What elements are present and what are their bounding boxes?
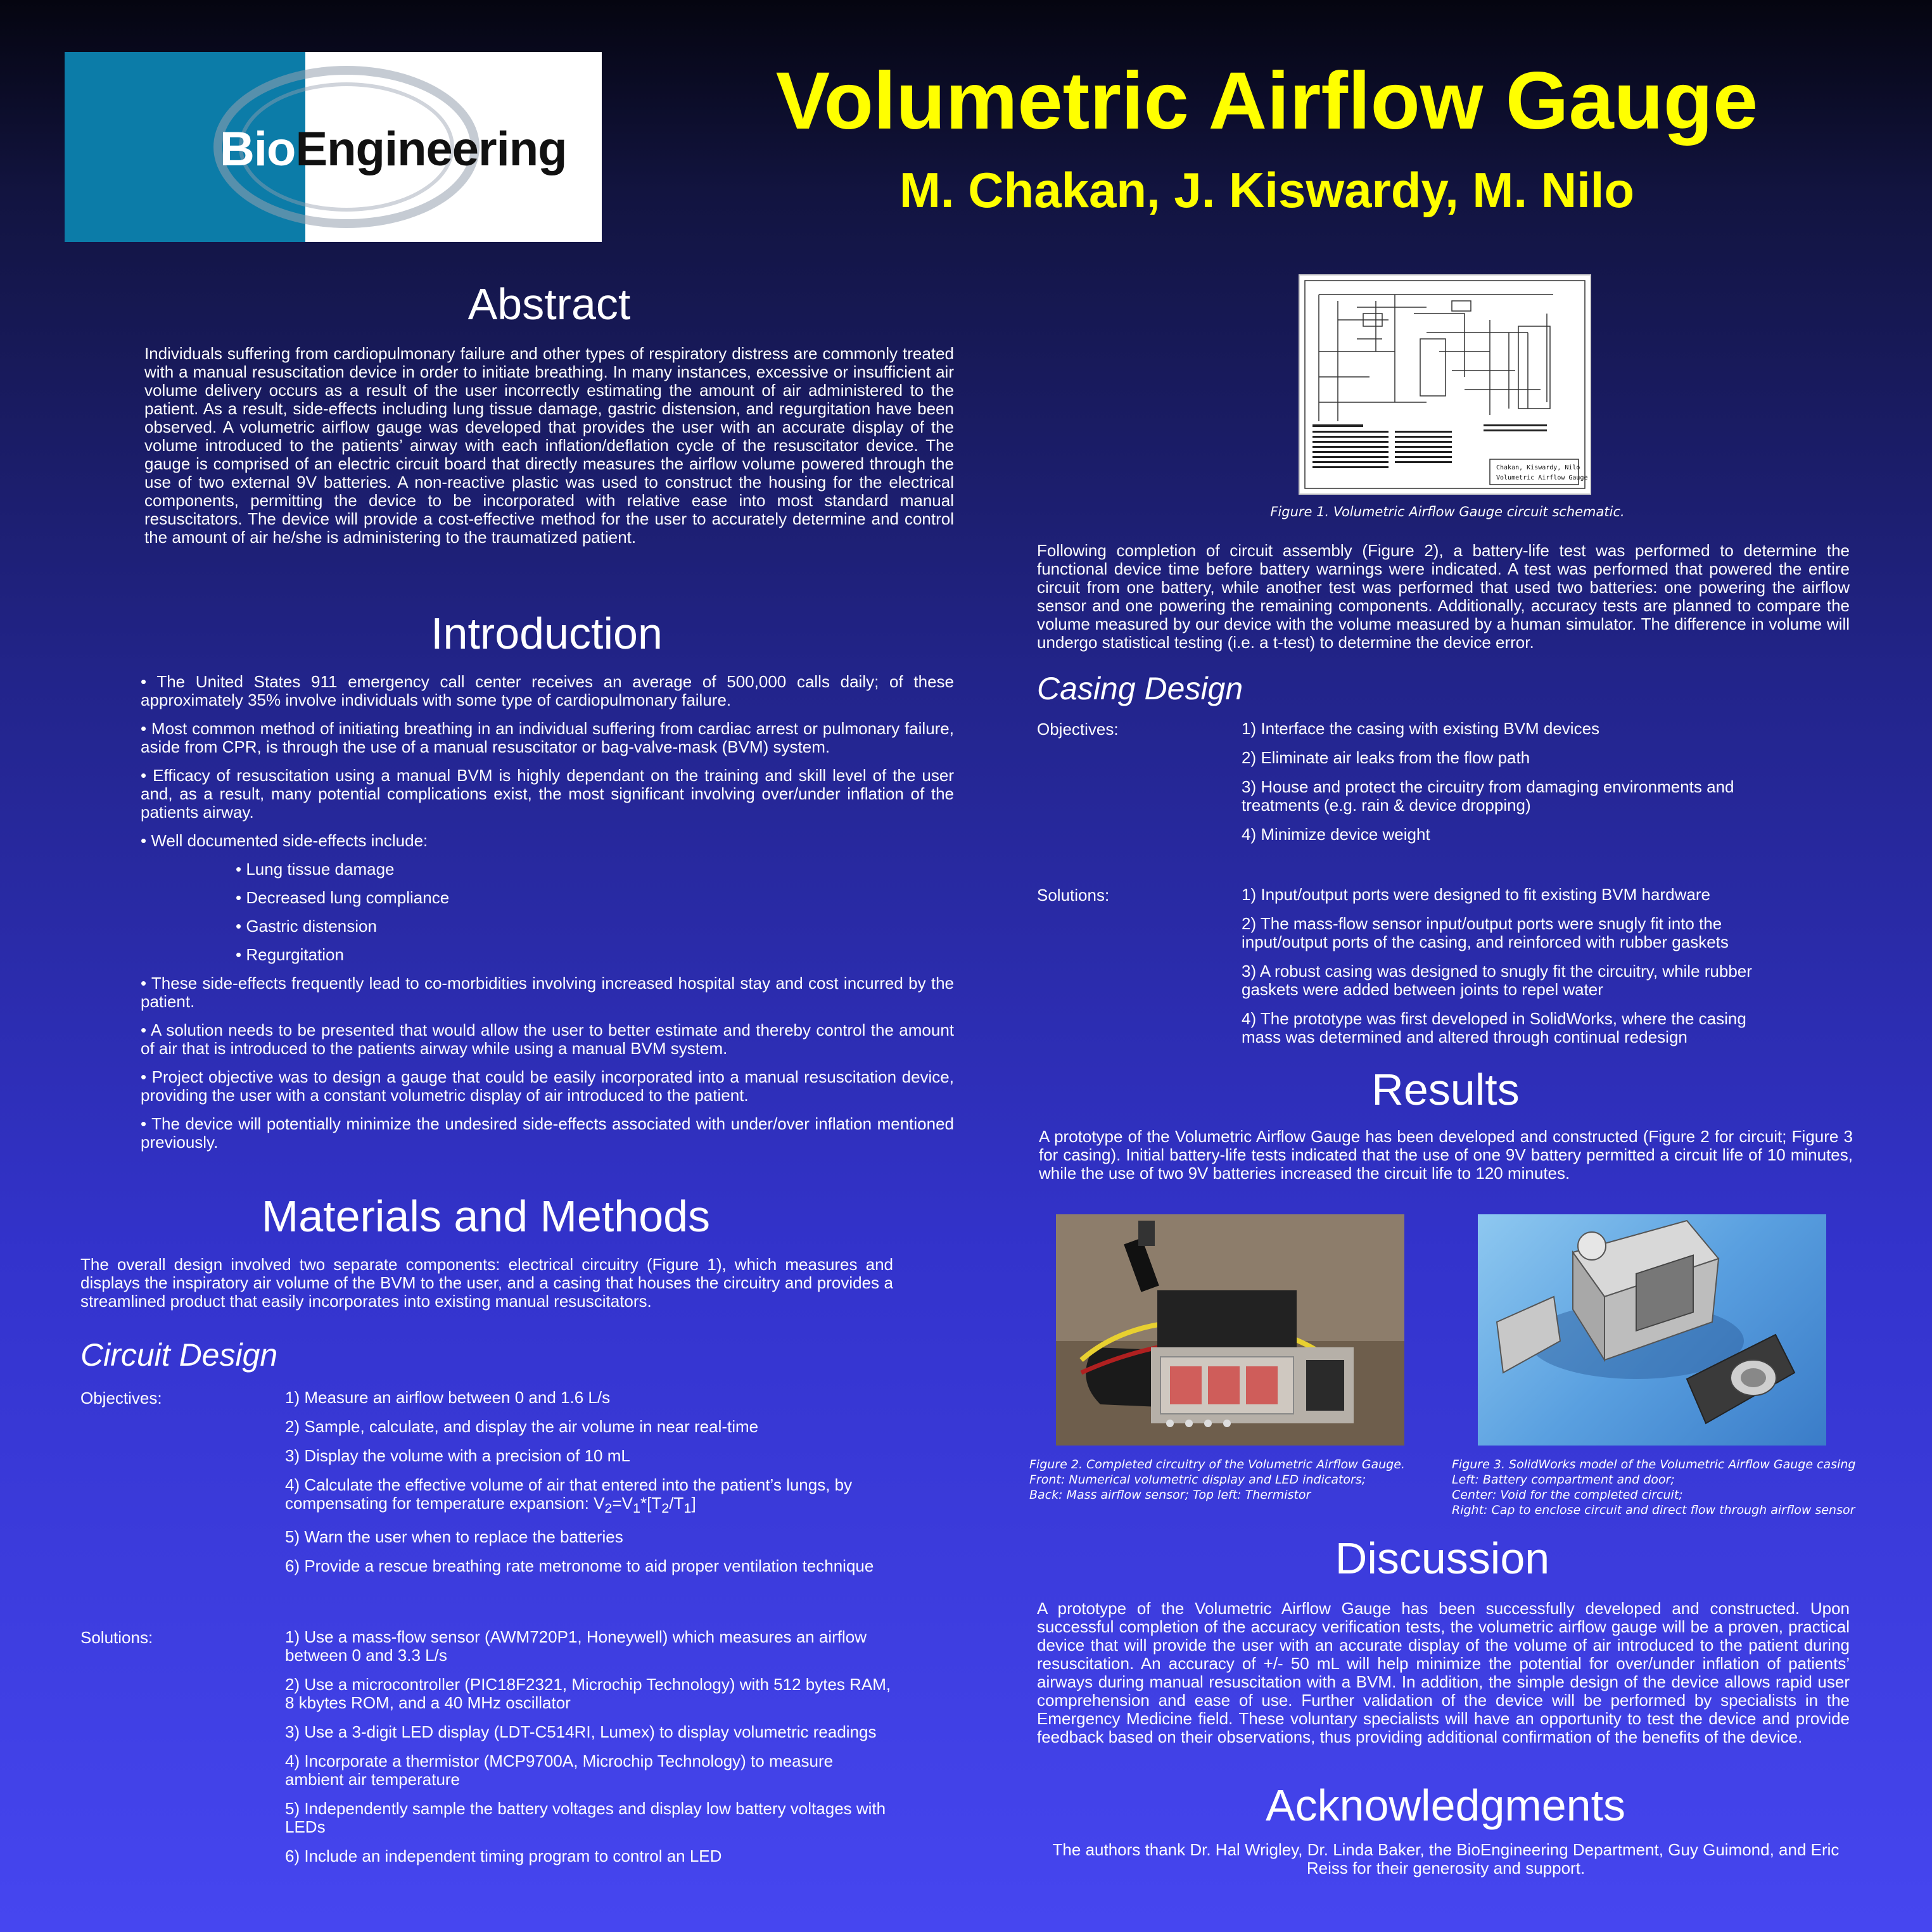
figure-1-caption: Figure 1. Volumetric Airflow Gauge circuit schematic. (1270, 504, 1625, 519)
casing-model-illustration (1478, 1214, 1826, 1446)
circuit-solutions-list (285, 1628, 893, 1876)
figure-3-caption-line: Center: Void for the completed circuit; (1452, 1488, 1683, 1502)
casing-objective-item: 2) Eliminate air leaks from the flow path (1242, 748, 1530, 767)
objective-item-formula (285, 1476, 887, 1517)
logo-text-bio: Bio (220, 122, 296, 176)
methods-text: The overall design involved two separate components: electrical circuitry (Figure 1), which measures and displays the inspiratory air volume of the BVM to the user, and a casing that houses the circuitry and provides a streamlined product that easily incorporates into existing manual resuscitators. (80, 1255, 893, 1311)
introduction-body (141, 673, 954, 1162)
figure-2-caption-line: Back: Mass airflow sensor; Top left: Thermistor (1029, 1488, 1311, 1502)
objective-item: 3) Display the volume with a precision of 10 mL (285, 1446, 630, 1465)
intro-bullet: • These side-effects frequently lead to co-morbidities involving increased hospital stay and cost incurred by the patient. (141, 974, 954, 1011)
casing-solution-item: 4) The prototype was first developed in SolidWorks, where the casing mass was determined and altered through continual redesign (1242, 1009, 1746, 1046)
formula-part: ] (691, 1494, 696, 1513)
intro-bullet: • Most common method of initiating breathing in an individual suffering from cardiac arrest or pulmonary failure, aside from CPR, is through the use of a manual resuscitator or bag-valve-mask (BVM) system. (141, 719, 954, 756)
figure-3-caption-line: Right: Cap to enclose circuit and direct flow through airflow sensor (1452, 1503, 1855, 1517)
figure-3-caption-line: Left: Battery compartment and door; (1452, 1473, 1675, 1487)
side-effect-item: • Gastric distension (236, 917, 377, 936)
figure-2-circuit-photo (1056, 1214, 1404, 1446)
side-effect-item: • Lung tissue damage (236, 860, 395, 879)
poster-authors: M. Chakan, J. Kiswardy, M. Nilo (899, 162, 1635, 218)
poster-title: Volumetric Airflow Gauge (775, 56, 1758, 146)
casing-solutions-label: Solutions: (1037, 886, 1110, 905)
intro-bullet: • The device will potentially minimize the undesired side-effects associated with under/over inflation mentioned previously. (141, 1114, 954, 1152)
solution-item: 3) Use a 3-digit LED display (LDT-C514RI, Lumex) to display volumetric readings (285, 1722, 877, 1741)
casing-objective-item: 1) Interface the casing with existing BVM devices (1242, 719, 1600, 738)
casing-solution-item: 3) A robust casing was designed to snugly fit the circuitry, while rubber gaskets were added between joints to repel water (1242, 962, 1752, 999)
formula-sub: 2 (604, 1500, 613, 1516)
circuit-photo-illustration (1056, 1214, 1404, 1446)
schematic-title-block-line2: Volumetric Airflow Gauge (1496, 474, 1588, 481)
circuit-solutions-label: Solutions: (80, 1628, 153, 1647)
schematic-drawing (1300, 276, 1590, 493)
solution-item: 2) Use a microcontroller (PIC18F2321, Microchip Technology) with 512 bytes RAM, 8 kbytes ROM, and a 40 MHz oscillator (285, 1675, 891, 1712)
objective-item: 2) Sample, calculate, and display the air volume in near real-time (285, 1417, 759, 1436)
objective-4-text: 4) Calculate the effective volume of air that entered into the patient’s lungs, by compensating for temperature expansion: (285, 1475, 853, 1513)
figure-3-solidworks-model (1478, 1214, 1826, 1446)
solution-item: 1) Use a mass-flow sensor (AWM720P1, Honeywell) which measures an airflow between 0 and 3.3 L/s (285, 1627, 867, 1665)
casing-solutions-list (1242, 886, 1780, 1057)
abstract-text: Individuals suffering from cardiopulmonary failure and other types of respiratory distress are commonly treated with a manual resuscitation device in order to initiate breathing. In many instances, excessive or insufficient air volume delivery occurs as a result of the user incorrectly estimating the amount of air administered to the patient. As a result, side-effects including lung tissue damage, gastric distension, and regurgitation have been observed. A volumetric airflow gauge was developed that provides the user with an accurate display of the volume introduced to the patients’ airway with each inflation/deflation cycle of the resuscitator device. The gauge is comprised of an electric circuit board that directly measures the airflow volume powered through the use of two external 9V batteries. A non-reactive plastic was used to construct the housing for the electrical components, permitting the device to be incorporated with relative ease into most standard manual resuscitators. The device will provide a cost-effective method for the user to accurately determine and control the amount of air he/she is administering to the traumatized patient. (144, 344, 954, 547)
logo-text-engineering: Engineering (295, 122, 567, 176)
circuit-design-heading: Circuit Design (80, 1337, 278, 1373)
intro-bullet: • Project objective was to design a gauge that could be easily incorporated into a manual resuscitation device, providing the user with a constant volumetric display of air introduced to the patient. (141, 1067, 954, 1105)
side-effect-item: • Regurgitation (236, 945, 344, 964)
results-heading: Results (1371, 1065, 1520, 1114)
introduction-heading: Introduction (431, 609, 663, 658)
bioengineering-logo (65, 52, 602, 242)
casing-solution-item: 1) Input/output ports were designed to fit existing BVM hardware (1242, 885, 1710, 904)
acknowledgments-heading: Acknowledgments (1265, 1781, 1626, 1830)
intro-bullet: • Efficacy of resuscitation using a manual BVM is highly dependant on the training and skill level of the user and, as a result, many potential complications exist, the most significant involving over/under inflation of the patients airway. (141, 766, 954, 822)
formula-sub: 2 (661, 1500, 670, 1516)
casing-objectives-list (1242, 720, 1812, 855)
formula-part: /T (669, 1494, 684, 1513)
casing-objective-item: 4) Minimize device weight (1242, 825, 1430, 844)
figure-3-caption-line: Figure 3. SolidWorks model of the Volumetric Airflow Gauge casing (1452, 1458, 1856, 1471)
objective-item: 6) Provide a rescue breathing rate metronome to aid proper ventilation technique (285, 1556, 874, 1576)
abstract-heading: Abstract (467, 279, 631, 329)
figure-2-caption-line: Figure 2. Completed circuitry of the Volumetric Airflow Gauge. (1029, 1458, 1405, 1471)
intro-bullet: • The United States 911 emergency call center receives an average of 500,000 calls daily; of these approximately 35% involve individuals with some type of cardiopulmonary failure. (141, 672, 954, 709)
intro-bullet: • A solution needs to be presented that would allow the user to better estimate and thereby control the amount of air that is introduced to the patients airway while using a manual BVM system. (141, 1020, 954, 1058)
circuit-objectives-list (285, 1389, 887, 1586)
discussion-heading: Discussion (1335, 1534, 1550, 1583)
circuit-objectives-label: Objectives: (80, 1389, 162, 1408)
discussion-text: A prototype of the Volumetric Airflow Gauge has been successfully developed and constructed. Upon successful completion of the accuracy verification tests, the volumetric airflow gauge will be a proven, practical device that will provide the user with an accurate display of the volume of air introduced to the patient during resuscitation. An accuracy of +/- 50 mL will help minimize the potential for over/under inflation of patients’ airways during manual resuscitation with a BVM. In addition, the simple design of the device allows rapid user comprehension and ease of use. Further validation of the device will be performed by specialists in the Emergency Medicine field. These voluntary specialists will have an opportunity to test the device and provide feedback based on their observations, thus providing additional confirmation of the benefits of the device. (1037, 1599, 1850, 1746)
casing-objective-item: 3) House and protect the circuitry from damaging environments and treatments (e.g. rain & device dropping) (1242, 777, 1734, 815)
figure-1-circuit-schematic (1299, 274, 1591, 495)
solution-item: 4) Incorporate a thermistor (MCP9700A, Microchip Technology) to measure ambient air temperature (285, 1751, 834, 1789)
formula-part: V (594, 1494, 605, 1513)
methods-heading: Materials and Methods (261, 1192, 711, 1241)
objective-item: 5) Warn the user when to replace the batteries (285, 1527, 623, 1547)
acknowledgments-text: The authors thank Dr. Hal Wrigley, Dr. Linda Baker, the BioEngineering Department, Guy Guimond, and Eric Reiss for their generosity and support. (1052, 1840, 1840, 1878)
casing-objectives-label: Objectives: (1037, 720, 1119, 739)
figure-2-caption (1029, 1457, 1435, 1503)
intro-bullet: • Well documented side-effects include: (141, 831, 428, 850)
casing-design-heading: Casing Design (1037, 671, 1243, 706)
figure-3-caption (1452, 1457, 1895, 1518)
solution-item: 6) Include an independent timing program to control an LED (285, 1846, 722, 1865)
battery-test-text: Following completion of circuit assembly (Figure 2), a battery-life test was performed to determine the functional device time before battery warnings were indicated. A test was performed that powered the entire circuit from one battery, while another test was performed that used two batteries: one powering the airflow sensor and one powering the remaining components. Additionally, accuracy tests are planned to compare the volume measured by our device with the volume measured by a human simulator. The difference in volume will undergo statistical testing (i.e. a t-test) to determine the device error. (1037, 541, 1850, 652)
formula-part: *[T (640, 1494, 662, 1513)
logo-wordmark (220, 122, 567, 177)
schematic-title-block-line1: Chakan, Kiswardy, Nilo (1496, 464, 1580, 471)
results-text: A prototype of the Volumetric Airflow Gauge has been developed and constructed (Figure 2 for circuit; Figure 3 for casing). Initial battery-life tests indicated that the use of one 9V battery permitted a circuit life of 10 minutes, while the use of two 9V batteries increased the circuit life to 120 minutes. (1039, 1127, 1853, 1183)
formula-part: =V (612, 1494, 633, 1513)
figure-2-caption-line: Front: Numerical volumetric display and LED indicators; (1029, 1473, 1366, 1487)
side-effect-item: • Decreased lung compliance (236, 888, 450, 907)
casing-solution-item: 2) The mass-flow sensor input/output ports were snugly fit into the input/output ports of the casing, and reinforced with rubber gaskets (1242, 914, 1729, 951)
formula-sub: 1 (683, 1500, 692, 1516)
solution-item: 5) Independently sample the battery voltages and display low battery voltages with LEDs (285, 1799, 886, 1836)
formula-sub: 1 (632, 1500, 641, 1516)
objective-item: 1) Measure an airflow between 0 and 1.6 L/s (285, 1388, 611, 1407)
